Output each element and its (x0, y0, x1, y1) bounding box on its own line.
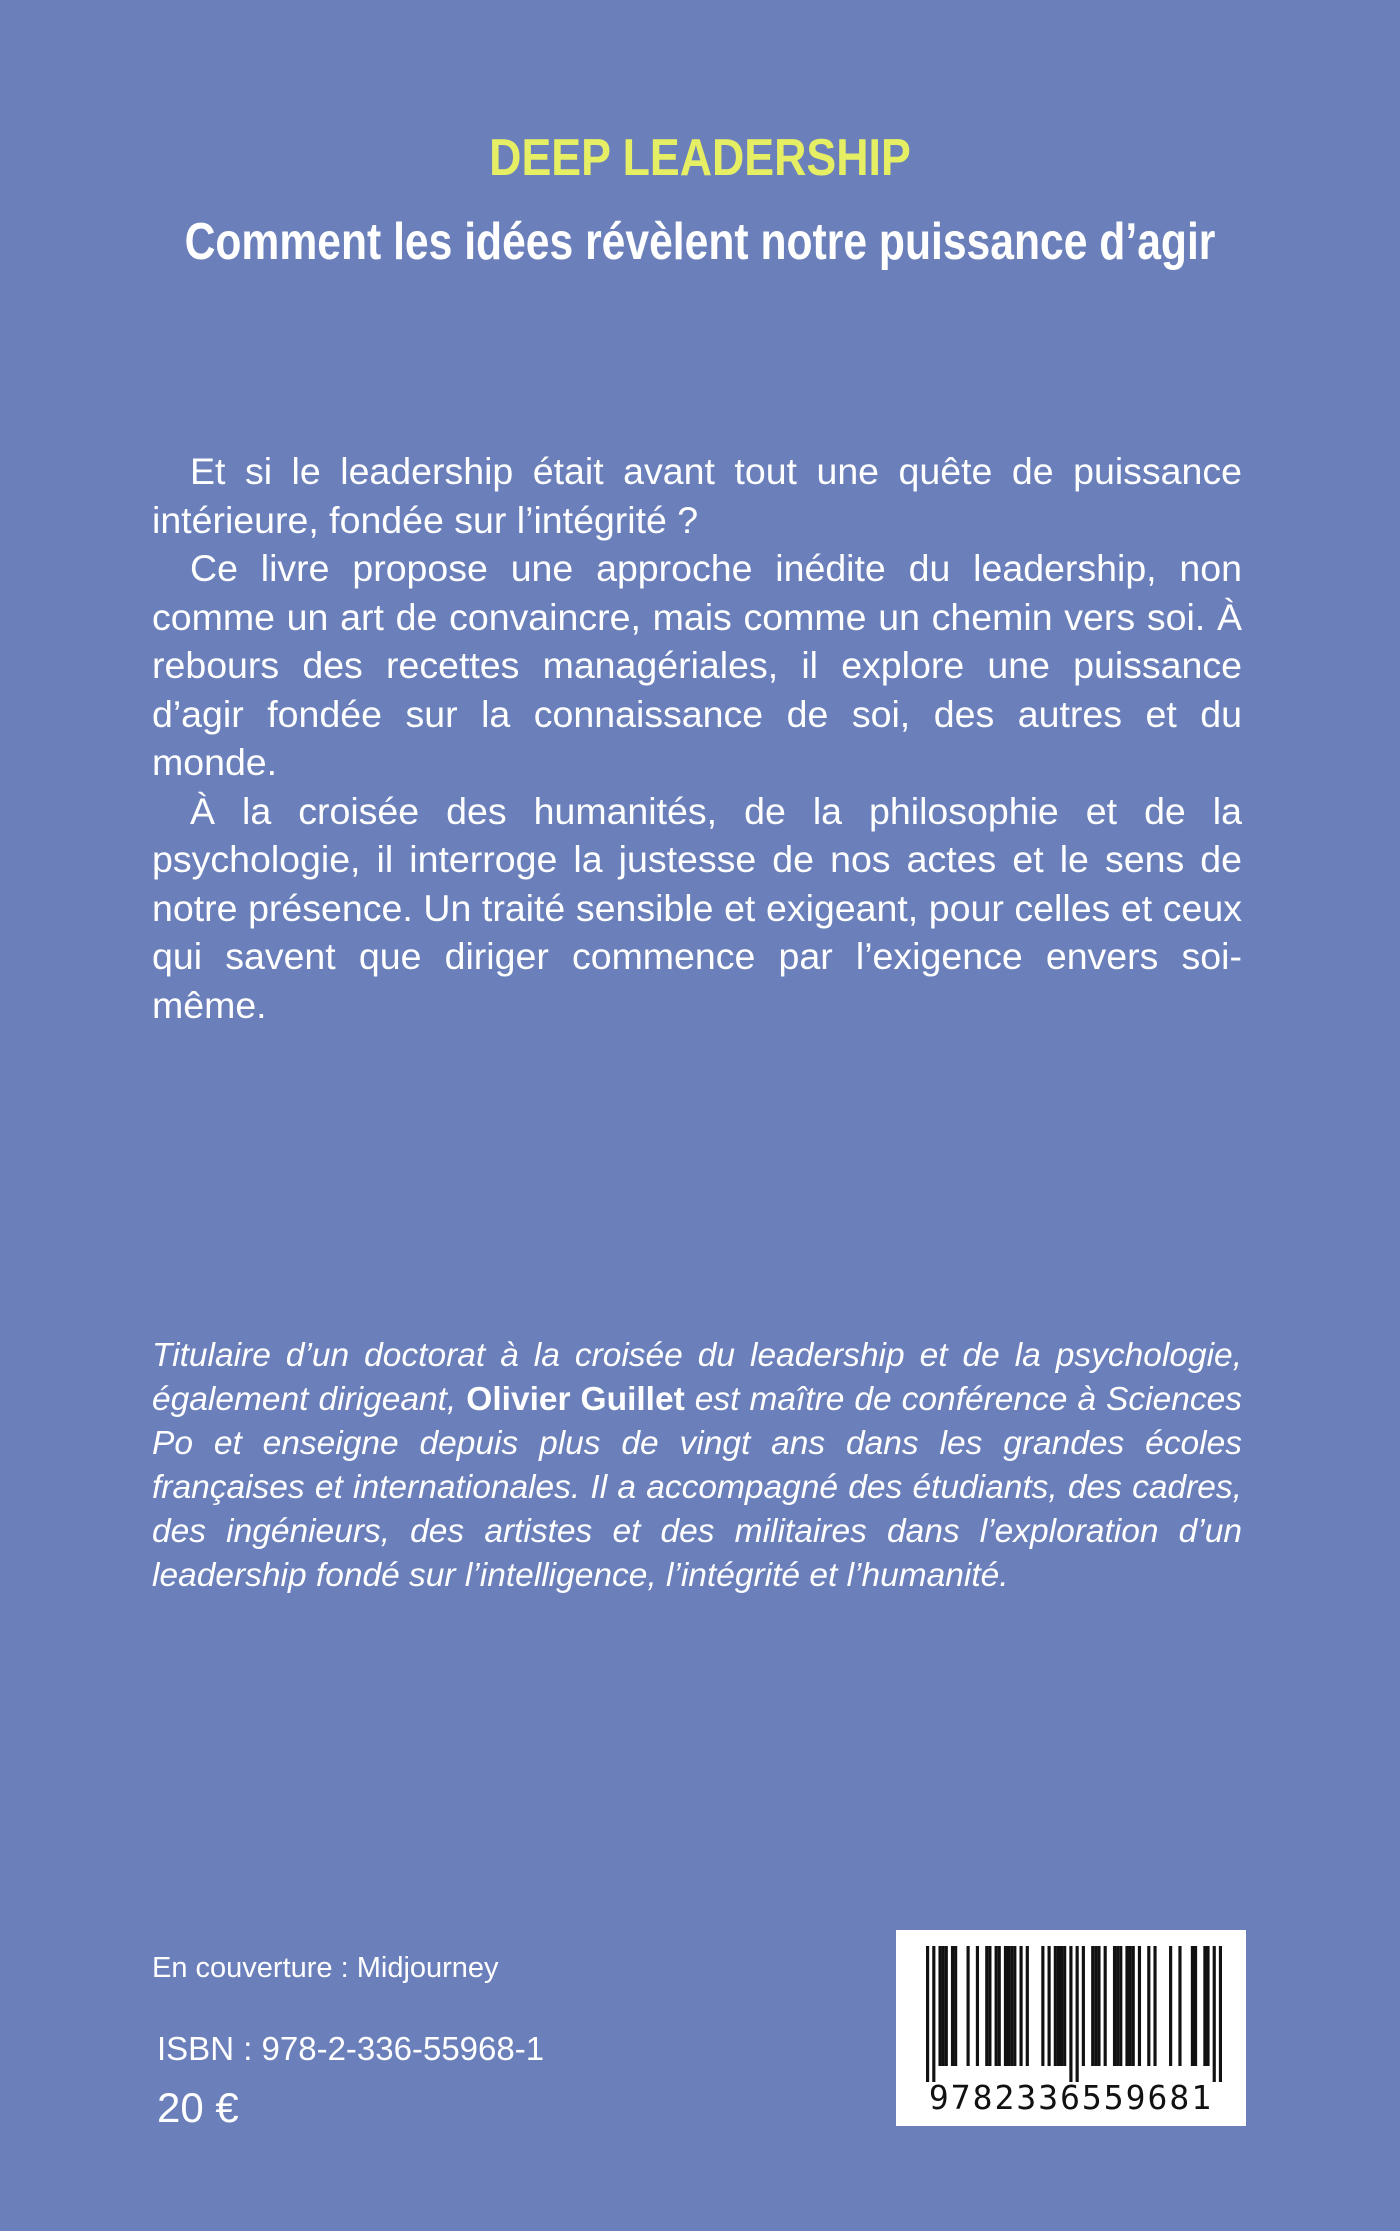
barcode (896, 1930, 1246, 2126)
barcode-bar (1048, 1946, 1051, 2066)
barcode-bar (976, 1946, 979, 2066)
barcode-bar (1007, 1946, 1010, 2066)
barcode-bar (1169, 1946, 1172, 2066)
barcode-bar (1213, 1946, 1216, 2082)
barcode-bar (995, 1946, 998, 2066)
barcode-bar (954, 1946, 957, 2066)
author-name: Olivier Guillet (466, 1381, 685, 1418)
barcode-bar (926, 1946, 929, 2082)
back-cover-blurb (152, 447, 1242, 1029)
barcode-bar (1153, 1946, 1156, 2066)
barcode-bar (1206, 1946, 1209, 2066)
book-subtitle: Comment les idées révèlent notre puissance d’agir (184, 213, 1216, 271)
blurb-paragraph: Ce livre propose une approche inédite du leadership, non comme un art de convaincre, mais comme un chemin vers soi. À rebours des recettes managériales, il explore une puissance d’agir fondée sur la connaissance de soi, des autres et du monde. (152, 547, 1242, 783)
barcode-bar (1082, 1946, 1085, 2066)
barcode-bar (1013, 1946, 1016, 2066)
barcode-bar (1178, 1946, 1181, 2066)
barcode-bar (1129, 1946, 1132, 2066)
barcode-bar (1116, 1946, 1119, 2066)
barcode-bar (1094, 1946, 1097, 2066)
barcode-bar (942, 1946, 945, 2066)
barcode-bar (1138, 1946, 1141, 2066)
barcode-bar (1069, 1946, 1072, 2082)
barcode-bar (1194, 1946, 1197, 2066)
barcode-bar (1060, 1946, 1063, 2066)
barcode-bars (926, 1946, 1222, 2082)
author-bio (152, 1334, 1242, 1598)
barcode-bar (985, 1946, 988, 2066)
barcode-bar (1076, 1946, 1079, 2082)
barcode-bar (1063, 1946, 1066, 2066)
price: 20 € (157, 2084, 239, 2131)
barcode-bar (1104, 1946, 1107, 2066)
bio-text-start: Titulaire d’un doctorat à la croisée du leadership et de la psychologie, également dirigeant, (152, 1337, 1242, 1418)
barcode-bar (938, 1946, 941, 2066)
bio-text-end: est maître de conférence à Sciences Po et enseigne depuis plus de vingt ans dans les grandes écoles françaises et internationales. Il a accompagné des étudiants, des cadres, des ingénieurs, des artistes et des militaires dans l’exploration d’un leadership fondé sur l’intelligence, l’intégrité et l’humanité. (152, 1381, 1242, 1594)
barcode-bar (1004, 1946, 1007, 2066)
barcode-bar (945, 1946, 948, 2066)
blurb-paragraph: À la croisée des humanités, de la philosophie et de la psychologie, il interroge la justesse de nos actes et le sens de notre présence. Un traité sensible et exigeant, pour celles et ceux qui savent que diriger commence par l’exigence envers soi-même. (152, 789, 1242, 1026)
barcode-bar (1132, 1946, 1135, 2066)
cover-credit: En couverture : Midjourney (152, 1952, 499, 1984)
blurb-paragraph: Et si le leadership était avant tout une quête de puissance intérieure, fondée sur l’intégrité ? (152, 450, 1242, 541)
barcode-bar (951, 1946, 954, 2066)
barcode-bar (1057, 1946, 1060, 2066)
barcode-bar (967, 1946, 970, 2066)
barcode-bar (1054, 1946, 1057, 2066)
barcode-bar (1097, 1946, 1100, 2066)
barcode-bar (1091, 1946, 1094, 2066)
series-title: DEEP LEADERSHIP (489, 129, 911, 187)
barcode-bar (1026, 1946, 1029, 2066)
barcode-digits: 9782336559681 (928, 2078, 1214, 2117)
barcode-bar (932, 1946, 935, 2082)
barcode-bar (1019, 1946, 1022, 2066)
barcode-bar (1041, 1946, 1044, 2066)
barcode-bar (998, 1946, 1001, 2066)
isbn: ISBN : 978-2-336-55968-1 (157, 2030, 545, 2067)
barcode-bar (1147, 1946, 1150, 2066)
barcode-bar (1191, 1946, 1194, 2066)
barcode-bar (1203, 1946, 1206, 2066)
barcode-bar (1219, 1946, 1222, 2082)
barcode-bar (1010, 1946, 1013, 2066)
barcode-bar (1113, 1946, 1116, 2066)
author-bio-text (152, 1334, 1242, 1598)
barcode-bar (1119, 1946, 1122, 2066)
barcode-bar (1125, 1946, 1128, 2066)
barcode-bar (988, 1946, 991, 2066)
